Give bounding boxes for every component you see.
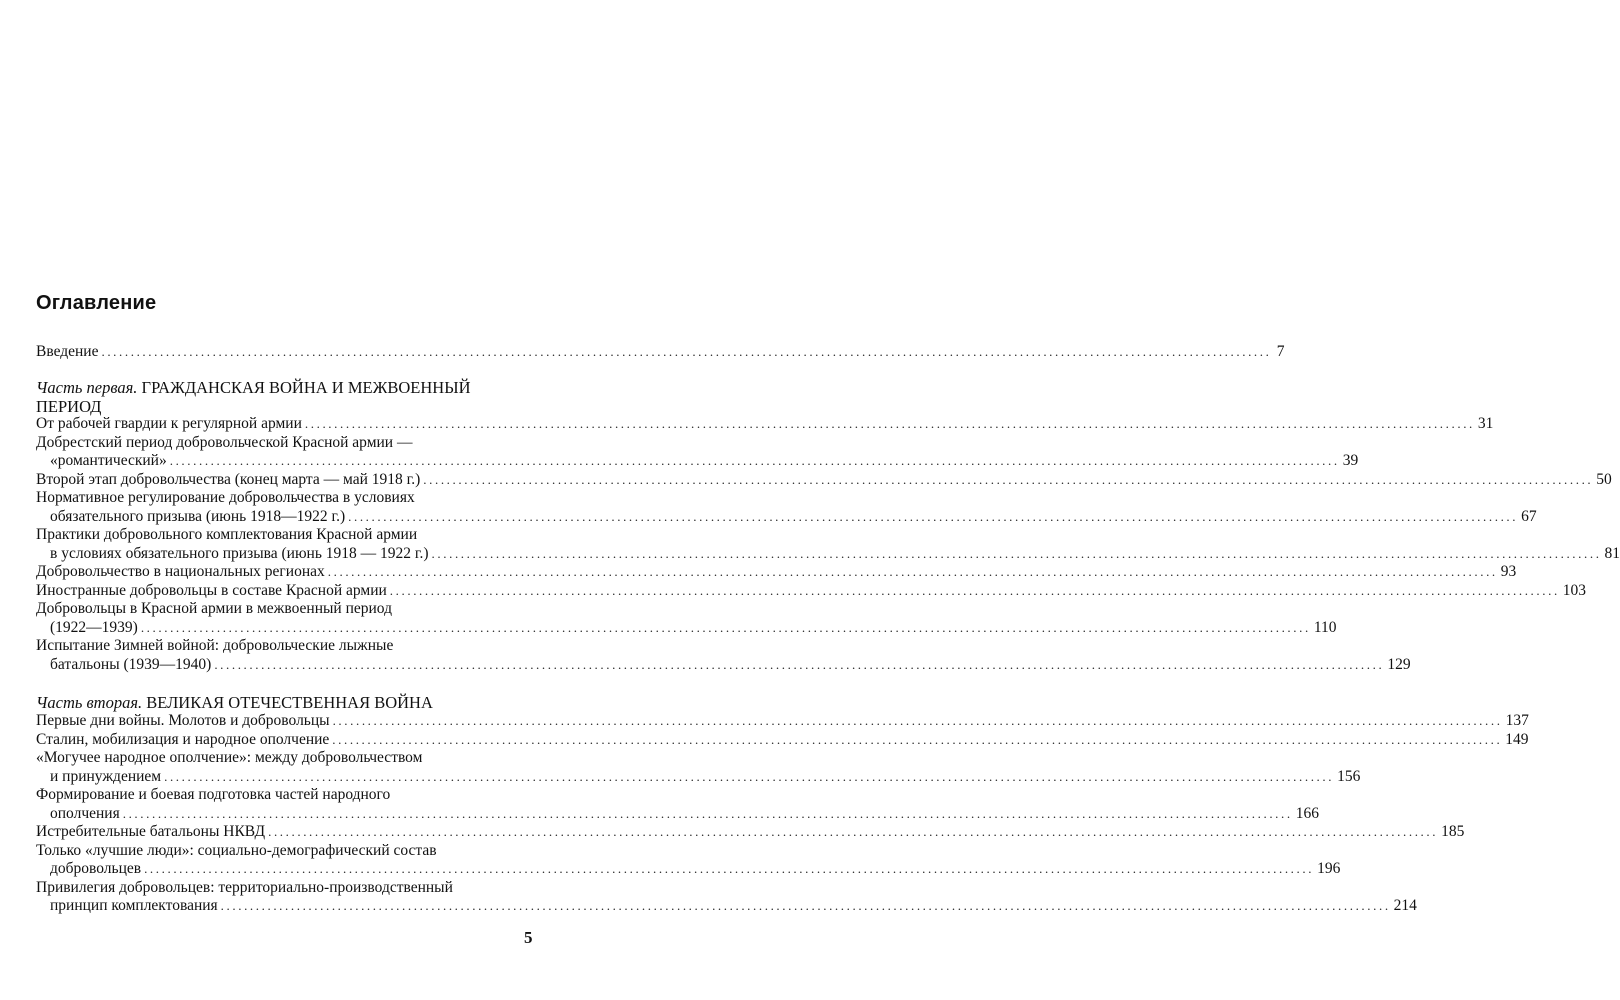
- toc-entry-title: Сталин, мобилизация и народное ополчение: [36, 730, 330, 748]
- part-two-label: Часть вторая.: [36, 693, 143, 712]
- toc-entry-title: «Могучее народное ополчение»: между добровольчеством: [36, 749, 423, 766]
- toc-entry-page: 67: [1521, 507, 1537, 525]
- part-one-title-line1: ГРАЖДАНСКАЯ ВОЙНА И МЕЖВОЕННЫЙ: [141, 378, 471, 397]
- toc-intro: [36, 343, 1285, 362]
- toc-entry: [36, 655, 1411, 675]
- toc-entry-page: 7: [1276, 343, 1285, 360]
- toc-entry-page: 214: [1393, 897, 1417, 914]
- toc-entry-title: Привилегия добровольцев: территориально-производственный: [36, 878, 453, 896]
- leader-dots: ........................................................................................................................................................................................................: [348, 508, 1519, 524]
- part-two-entries: [36, 712, 1529, 916]
- leader-dots: ........................................................................................................................................................................................................: [122, 805, 1293, 821]
- part-one-header: [36, 378, 538, 416]
- toc-entry-title: Испытание Зимней войной: добровольческие лыжные: [36, 637, 394, 654]
- toc-entry-page: 129: [1387, 655, 1411, 673]
- toc-entry-title: Добровольчество в национальных регионах: [36, 563, 325, 580]
- toc-entry-title-cont: и принуждением: [50, 767, 162, 785]
- toc-entry: [36, 581, 1587, 601]
- toc-entry-page: 185: [1441, 823, 1465, 840]
- leader-dots: ........................................................................................................................................................................................................: [389, 582, 1560, 598]
- toc-entry-title: Формирование и боевая подготовка частей народного: [36, 786, 391, 803]
- leader-dots: ........................................................................................................................................................................................................: [327, 564, 1498, 579]
- leader-dots: ........................................................................................................................................................................................................: [431, 545, 1602, 561]
- toc-entry-title: Практики добровольного комплектования Красной армии: [36, 526, 418, 543]
- leader-dots: ........................................................................................................................................................................................................: [332, 731, 1503, 747]
- toc-entry-page: 50: [1596, 470, 1612, 488]
- toc-heading: Оглавление: [36, 292, 157, 314]
- toc-entry-page: 103: [1562, 581, 1587, 599]
- toc-entry-page: 166: [1295, 804, 1319, 822]
- toc-entry: [36, 767, 1361, 787]
- toc-entry-title: Только «лучшие люди»: социально-демографический состав: [36, 841, 437, 859]
- toc-entry-title-cont: принцип комплектования: [50, 897, 218, 914]
- leader-dots: ........................................................................................................................................................................................................: [423, 471, 1594, 487]
- toc-entry-title-cont: добровольцев: [50, 860, 142, 877]
- toc-entry: [36, 897, 1417, 916]
- toc-entry-page: 31: [1477, 415, 1494, 432]
- toc-entry-page: 149: [1505, 730, 1529, 748]
- toc-entry: [36, 415, 1494, 434]
- toc-entry-title: Введение: [36, 343, 99, 360]
- toc-entry-page: 81: [1604, 544, 1620, 562]
- page-number: 5: [524, 928, 533, 947]
- toc-entry: [36, 712, 1529, 731]
- leader-dots: ........................................................................................................................................................................................................: [164, 768, 1335, 784]
- toc-entry: [36, 730, 1529, 750]
- toc-entry-title-cont: обязательного призыва (июнь 1918—1922 г.): [50, 507, 346, 525]
- leader-dots: ........................................................................................................................................................................................................: [169, 453, 1340, 468]
- leader-dots: ........................................................................................................................................................................................................: [304, 416, 1475, 431]
- toc-entry: [36, 618, 1337, 638]
- part-one-title-line2: ПЕРИОД: [36, 397, 102, 416]
- leader-dots: ........................................................................................................................................................................................................: [268, 824, 1439, 839]
- toc-entry-page: 110: [1313, 618, 1337, 636]
- toc-entry: [36, 823, 1465, 842]
- part-one-entries: [36, 415, 1620, 674]
- toc-entry-title: Иностранные добровольцы в составе Красной армии: [36, 581, 387, 599]
- part-two-header: [36, 693, 538, 712]
- toc-entry-page: 156: [1337, 767, 1361, 785]
- leader-dots: ........................................................................................................................................................................................................: [214, 656, 1385, 672]
- leader-dots: ........................................................................................................................................................................................................: [140, 619, 1311, 635]
- toc-entry: [36, 860, 1341, 879]
- toc-entry-page: 137: [1505, 712, 1529, 729]
- toc-entry-title-cont: (1922—1939): [50, 618, 138, 636]
- toc-entry: [36, 563, 1517, 582]
- toc-entry-title: Второй этап добровольчества (конец марта — май 1918 г.): [36, 470, 421, 488]
- toc-entry-title: Истребительные батальоны НКВД: [36, 823, 266, 840]
- leader-dots: ........................................................................................................................................................................................................: [332, 713, 1503, 728]
- toc-entry-title: Добровольцы в Красной армии в межвоенный период: [36, 600, 392, 617]
- part-one-label: Часть первая.: [36, 378, 138, 397]
- part-two-title: ВЕЛИКАЯ ОТЕЧЕСТВЕННАЯ ВОЙНА: [146, 693, 433, 712]
- toc-entry-title-cont: в условиях обязательного призыва (июнь 1918 — 1922 г.): [50, 544, 429, 562]
- toc-entry-page: 93: [1500, 563, 1517, 580]
- toc-entry-page: 196: [1317, 860, 1341, 877]
- toc-entry-title-cont: батальоны (1939—1940): [50, 655, 212, 673]
- toc-entry: [36, 470, 1612, 490]
- toc-entry-title: Добрестский период добровольческой Красной армии —: [36, 433, 413, 451]
- toc-entry-title-cont: ополчения: [50, 804, 120, 822]
- leader-dots: ........................................................................................................................................................................................................: [144, 861, 1315, 876]
- toc-entry-title: От рабочей гвардии к регулярной армии: [36, 415, 302, 432]
- toc-entry: [36, 507, 1537, 527]
- leader-dots: ........................................................................................................................................................................................................: [220, 898, 1391, 913]
- toc-entry-title: Первые дни войны. Молотов и добровольцы: [36, 712, 330, 729]
- toc-entry: [36, 343, 1285, 362]
- toc-entry: [36, 804, 1319, 824]
- toc-entry: [36, 452, 1359, 471]
- toc-entry-title-cont: «романтический»: [50, 452, 167, 469]
- toc-entry-page: 39: [1342, 452, 1359, 469]
- leader-dots: ........................................................................................................................................................................................................: [101, 344, 1272, 359]
- toc-entry: [36, 544, 1620, 564]
- toc-entry-title: Нормативное регулирование добровольчества в условиях: [36, 489, 415, 506]
